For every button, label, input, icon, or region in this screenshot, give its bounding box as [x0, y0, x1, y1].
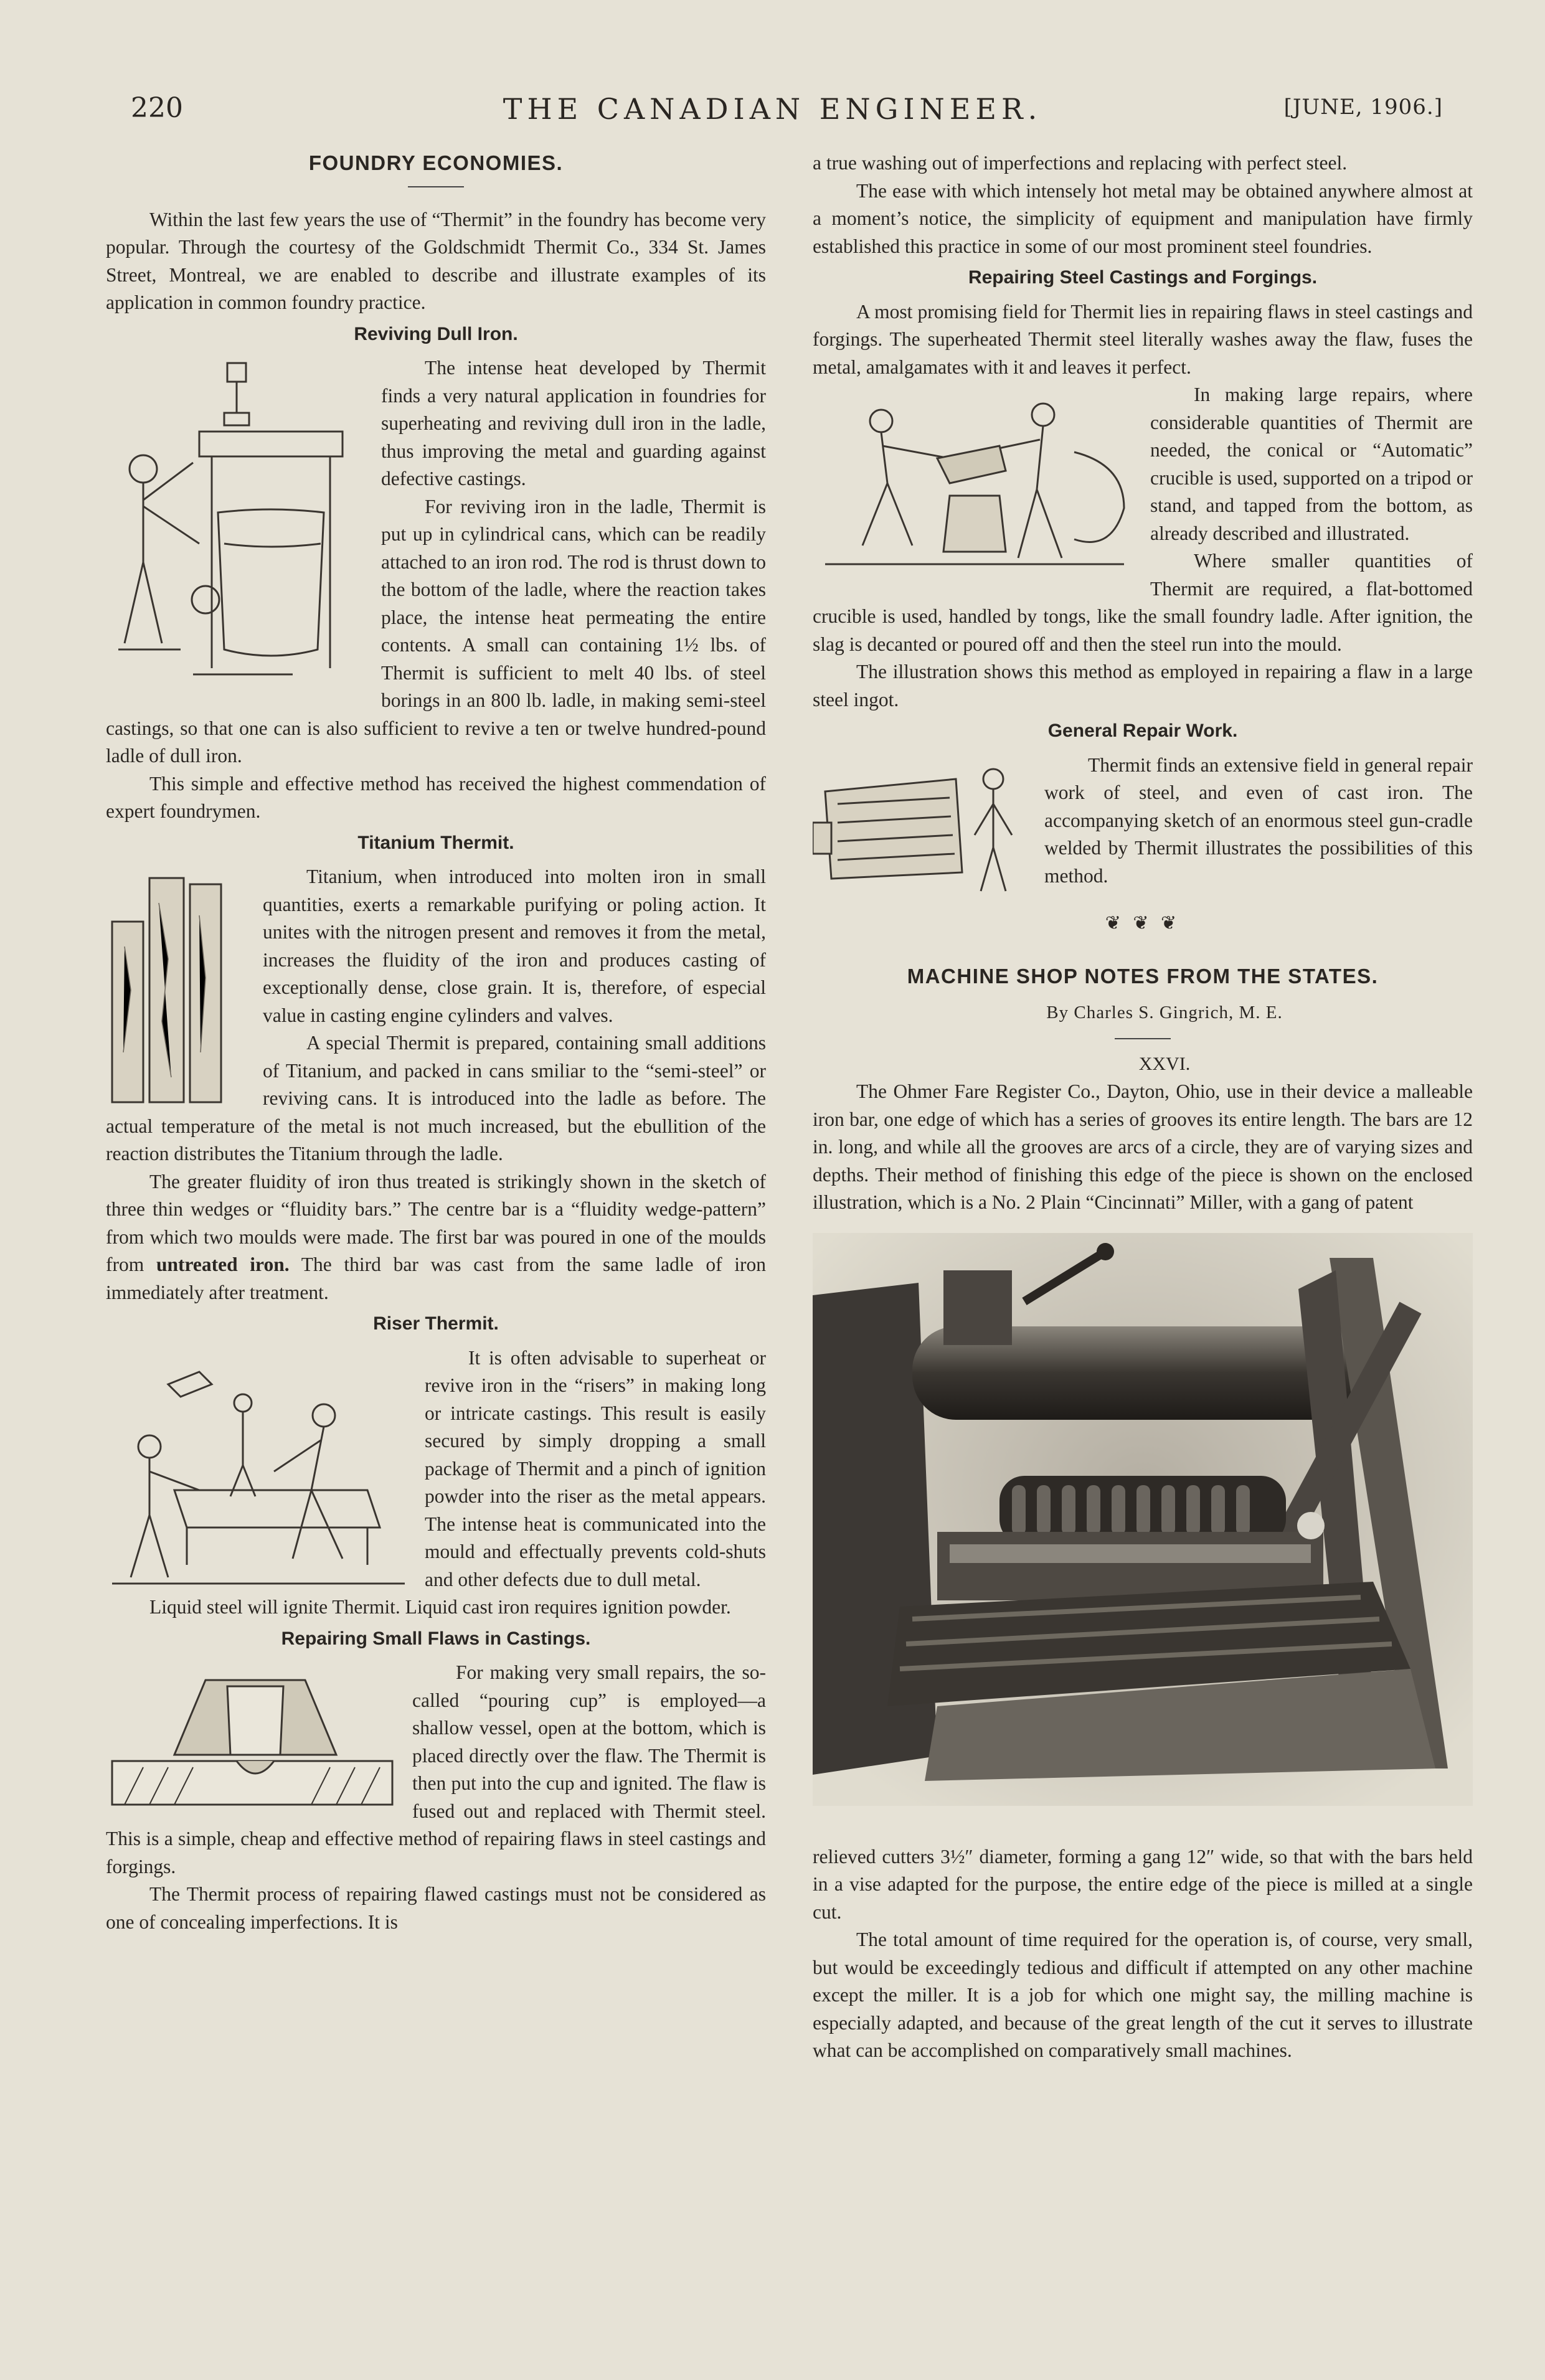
heading-reviving-dull-iron: Reviving Dull Iron.: [354, 323, 518, 344]
general-paragraph-1: Thermit finds an extensive field in general repair work of steel, and even of cast iron. The accompanying sketch of an enormous steel gun-cradle welded by Thermit illustrates the possibilities of this method.: [1044, 753, 1473, 887]
heading-small-flaws: Repairing Small Flaws in Castings.: [281, 1628, 591, 1649]
reviving-paragraph-3: This simple and effective method has received the highest commendation of expert foundrymen.: [106, 772, 766, 822]
machine-paragraph-2: relieved cutters 3½″ diameter, forming a gang 12″ wide, so that with the bars held in a vise adapted for the purpose, the entire edge of the piece is milled at a single cut.: [813, 1845, 1473, 1923]
titanium-paragraph-3: [106, 1168, 766, 1307]
journal-title: THE CANADIAN ENGINEER.: [503, 92, 1042, 126]
titanium-paragraph-1: Titanium, when introduced into molten iron in small quantities, exerts a remarkable purifying or poling action. It unites with the nitrogen present and removes it from the metal, increases the fluidity of the iron and produces casting of exceptionally dense, close grain. It is, therefore, of especial value in casting engine cylinders and valves.: [263, 866, 766, 1026]
continued-paragraph: a true washing out of imperfections and replacing with perfect steel.: [813, 152, 1348, 174]
reviving-paragraph-2: For reviving iron in the ladle, Thermit is put up in cylindrical cans, which can be readily attached to an iron rod. The rod is thrust down to the bottom of the ladle, where the reaction takes place, the intense heat permeating the entire contents. A small can containing 1½ lbs. of Thermit is sufficient to melt 40 lbs. of steel borings in an 800 lb. ladle, in making semi-steel castings, so that one can is also sufficient to revive a ten or twelve hundred-pound ladle of dull iron.: [106, 495, 766, 767]
byline-rule: [1115, 1038, 1171, 1039]
gun-cradle-illustration: [813, 754, 1031, 897]
titanium-p3-part-c: The third bar was cast from the same ladle of iron immediately after treatment.: [106, 1254, 767, 1303]
steel-paragraph-2: In making large repairs, where considerable quantities of Thermit are needed, the conical or “Automatic” crucible is used, supported on a tripod or stand, and tapped from the bottom, as already described and illustrated.: [1150, 384, 1473, 544]
running-head: [0, 92, 1545, 130]
article-title: FOUNDRY ECONOMIES.: [308, 151, 564, 174]
heading-titanium-thermit: Titanium Thermit.: [357, 832, 514, 853]
machine-shop-title: MACHINE SHOP NOTES FROM THE STATES.: [907, 964, 1379, 988]
steel-paragraph-4: The illustration shows this method as employed in repairing a flaw in a large steel ingot.: [813, 661, 1473, 711]
title-rule: [408, 186, 464, 187]
section-ornament: ❦ ❦ ❦: [1105, 913, 1181, 933]
intro-paragraph: Within the last few years the use of “Thermit” in the foundry has become very popular. Through the courtesy of the Goldschmidt Thermit Co., 334 St. James Street, Montreal, we are enabled to describe and illustrate examples of its application in common foundry practice.: [106, 208, 766, 313]
left-column: [106, 149, 766, 1936]
milling-machine-photo: [813, 1233, 1473, 1806]
flaws-paragraph-2: The Thermit process of repairing flawed castings must not be considered as one of concealing imperfections. It is: [106, 1883, 766, 1933]
steel-paragraph-3: Where smaller quantities of Thermit are required, a flat-bottomed crucible is used, handled by tongs, like the small foundry ladle. After ignition, the slag is decanted or poured off and then the steel run into the mould.: [813, 550, 1473, 655]
titanium-p3-part-a: The greater fluidity of iron thus treated is strikingly shown in the sketch of three thin wedges or “fluidity bars.” The centre bar is a “fluidity wedge-pattern” from which two moulds were made. The first bar was poured in one of the moulds from: [106, 1170, 766, 1275]
fluidity-bars-illustration: [106, 866, 249, 1108]
issue-date: [JUNE, 1906.]: [1283, 95, 1443, 120]
heading-steel-castings: Repairing Steel Castings and Forgings.: [968, 267, 1318, 288]
untreated-iron-emphasis: untreated iron.: [156, 1254, 290, 1275]
page-number: 220: [131, 92, 183, 124]
machine-paragraph-3: The total amount of time required for the operation is, of course, very small, but would be exceedingly tedious and difficult if attempted on any other machine except the miller. It is a job for which one might say, the milling machine is especially adapted, and because of the great length of the cut it serves to illustrate what can be accomplished on comparatively small machines.: [813, 1929, 1473, 2061]
steel-paragraph-1: A most promising field for Thermit lies in repairing flaws in steel castings and forgings. The superheated Thermit steel literally washes away the flaw, fuses the metal, amalgamates with it and leaves it perfect.: [813, 300, 1473, 378]
right-column: [813, 149, 1473, 2065]
ladle-illustration: [106, 357, 367, 693]
installment-number: XXVI.: [1138, 1053, 1191, 1074]
author-byline: By Charles S. Gingrich, M. E.: [1046, 1003, 1283, 1022]
flaws-paragraph-1: For making very small repairs, the so-called “pouring cup” is employed—a shallow vessel, open at the bottom, which is placed directly over the flaw. The Thermit is then put into the cup and ignited. The flaw is fused out and replaced with Thermit steel. This is a simple, cheap and effective method of repairing flaws in steel castings and forgings.: [106, 1661, 766, 1877]
riser-paragraph-2: Liquid steel will ignite Thermit. Liquid cast iron requires ignition powder.: [149, 1596, 731, 1618]
riser-paragraph-1: It is often advisable to superheat or revive iron in the “risers” in making long or intricate castings. This result is easily secured by simply dropping a small package of Thermit and a pinch of ignition powder into the riser as the metal appears. The intense heat is communicated into the mould and effectually prevents cold-shuts and other defects due to dull metal.: [425, 1346, 766, 1590]
heading-general-repair: General Repair Work.: [1047, 720, 1238, 741]
ease-paragraph: The ease with which intensely hot metal may be obtained anywhere almost at a moment’s notice, the simplicity of equipment and manipulation have firmly established this practice in some of our most prominent steel foundries.: [813, 179, 1473, 257]
machine-paragraph-1: The Ohmer Fare Register Co., Dayton, Ohio, use in their device a malleable iron bar, one edge of which has a series of grooves its entire length. The bars are 12 in. long, and while all the grooves are arcs of a circle, they are of varying sizes and depths. Their method of finishing this edge of the piece is shown on the enclosed illustration, which is a No. 2 Plain “Cincinnati” Miller, with a gang of patent: [813, 1080, 1473, 1213]
crucible-repair-illustration: [813, 384, 1136, 577]
reviving-paragraph-1: The intense heat developed by Thermit finds a very natural application in foundries for superheating and reviving dull iron in the ladle, thus improving the metal and guarding against defective castings.: [381, 357, 766, 489]
titanium-paragraph-2: A special Thermit is prepared, containing small additions of Titanium, and packed in cans smiliar to the “semi-steel” or reviving cans. It is introduced into the ladle as before. The actual temperature of the metal is not much increased, but the ebullition of the reaction distributes the Titanium through the ladle.: [106, 1032, 766, 1164]
heading-riser-thermit: Riser Thermit.: [373, 1313, 499, 1334]
pouring-cup-illustration: [106, 1661, 399, 1817]
riser-illustration: [106, 1347, 411, 1590]
